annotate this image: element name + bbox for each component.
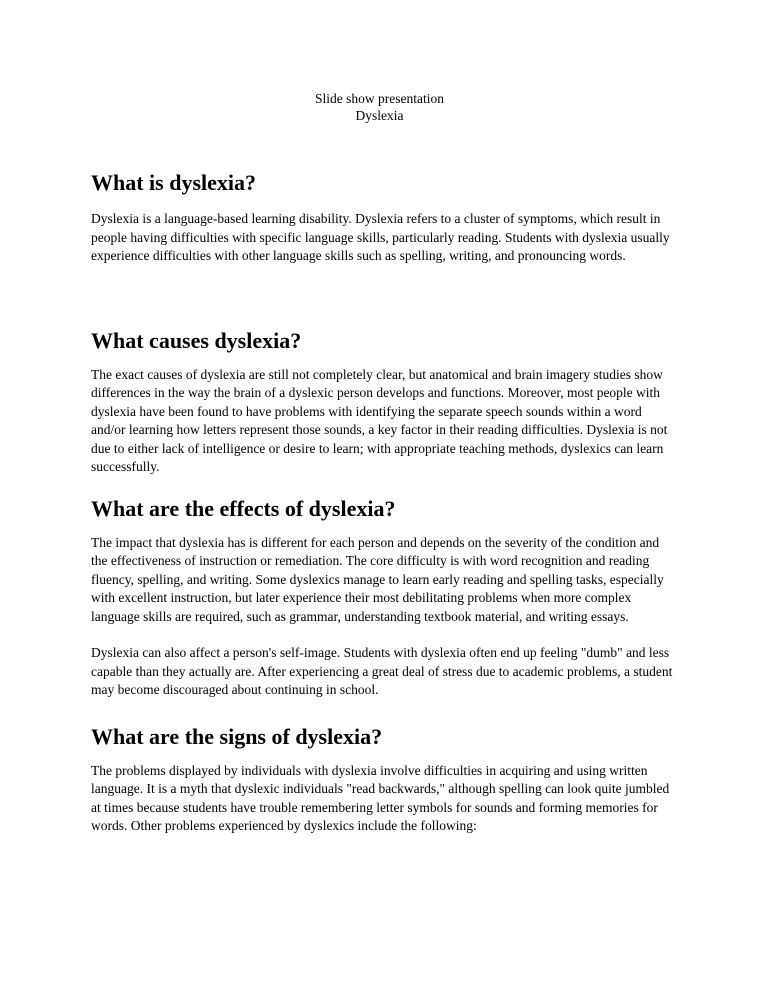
- section-paragraph: Dyslexia can also affect a person's self-image. Students with dyslexia often end up feeling "dumb" and less capable than they actually are. After experiencing a great deal of stress due to academic problems, a student may become discouraged about continuing in school.: [91, 645, 673, 697]
- section-paragraph: The impact that dyslexia has is different for each person and depends on the severity of the condition and the effectiveness of instruction or remediation. The core difficulty is with word recognition and reading fluency, spelling, and writing. Some dyslexics manage to learn early reading and spelling tasks, especially with excellent instruction, but later experience their most debilitating problems when more complex language skills are required, such as grammar, understanding textbook material, and writing essays.: [91, 534, 664, 624]
- section-paragraph: The exact causes of dyslexia are still not completely clear, but anatomical and brain imagery studies show differences in the way the brain of a dyslexic person develops and functions. Moreover, most people with dyslexia have been found to have problems with identifying the separate speech sounds within a word and/or learning how letters represent those sounds, a key factor in their reading difficulties. Dyslexia is not due to either lack of intelligence or desire to learn; with appropriate teaching methods, dyslexics can learn successfully.: [91, 366, 668, 474]
- section-heading-causes: What causes dyslexia?: [91, 327, 302, 353]
- header-line-presentation: Slide show presentation: [315, 91, 444, 106]
- section-heading-signs: What are the signs of dyslexia?: [91, 723, 383, 749]
- section-paragraph: The problems displayed by individuals with dyslexia involve difficulties in acquiring and using written language. It is a myth that dyslexic individuals "read backwards," although spelling can look quite jumbled at times because students have trouble remembering letter symbols for sounds and forming memories for words. Other problems experienced by dyslexics include the following:: [91, 762, 670, 833]
- section-heading-what-is: What is dyslexia?: [91, 170, 257, 195]
- section-paragraph: Dyslexia is a language-based learning disability. Dyslexia refers to a cluster of symptoms, which result in people having difficulties with specific language skills, particularly reading. Students with dyslexia usually experience difficulties with other language skills such as spelling, writing, and pronouncing words.: [91, 211, 670, 263]
- section-heading-effects: What are the effects of dyslexia?: [91, 495, 396, 521]
- document-header: [85, 90, 674, 124]
- header-line-topic: Dyslexia: [355, 108, 404, 123]
